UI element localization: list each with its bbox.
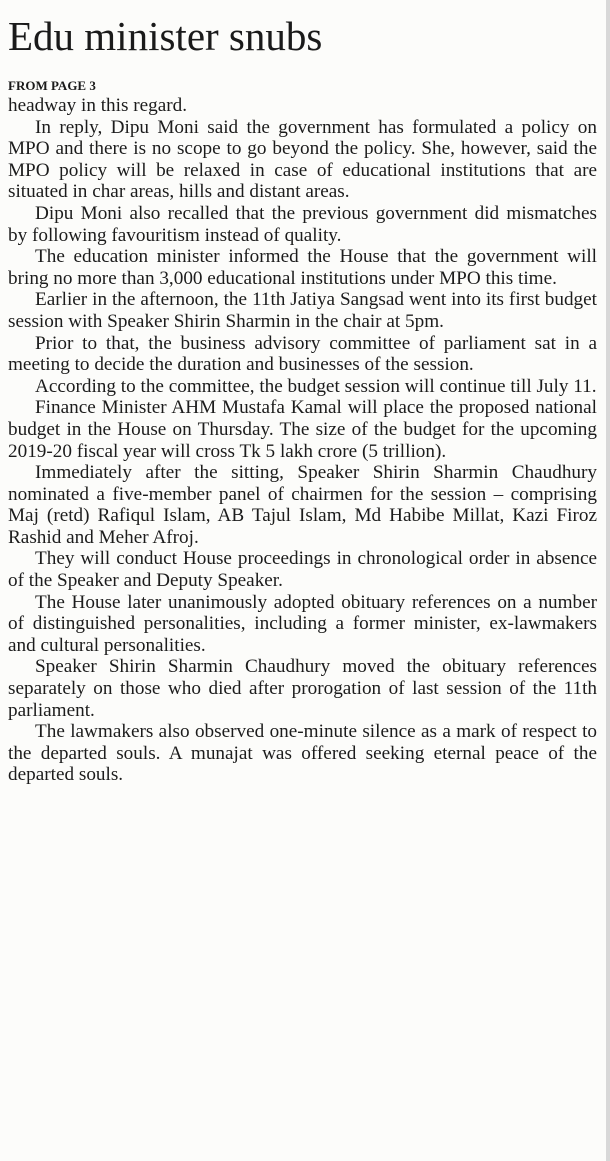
paragraph-11: The House later unanimously adopted obituary references on a number of distinguished personalities, including a former minister, ex-lawmakers and cultural personalities.	[8, 591, 597, 656]
page-edge-divider	[606, 0, 610, 1161]
paragraph-6: Prior to that, the business advisory committee of parliament sat in a meeting to decide the duration and businesses of the session.	[8, 332, 597, 376]
paragraph-10: They will conduct House proceedings in chronological order in absence of the Speaker and Deputy Speaker.	[8, 548, 597, 592]
paragraph-3: Dipu Moni also recalled that the previous government did mismatches by following favouritism instead of quality.	[8, 202, 597, 246]
paragraph-5: Earlier in the afternoon, the 11th Jatiya Sangsad went into its first budget session with Speaker Shirin Sharmin in the chair at 5pm.	[8, 289, 597, 332]
paragraph-7: According to the committee, the budget session will continue till July 11.	[35, 375, 597, 397]
paragraph-4: The education minister informed the House that the government will bring no more than 3,000 educational institutions under MPO this time.	[8, 246, 597, 289]
paragraph-9: Immediately after the sitting, Speaker Shirin Sharmin Chaudhury nominated a five-member panel of chairmen for the session – comprising Maj (retd) Rafiqul Islam, AB Tajul Islam, Md Habibe Millat, Kazi Firoz Rashid and Meher Afroj.	[8, 462, 597, 548]
paragraph-12: Speaker Shirin Sharmin Chaudhury moved the obituary references separately on those who died after prorogation of last session of the 11th parliament.	[8, 656, 597, 721]
paragraph-13: The lawmakers also observed one-minute silence as a mark of respect to the departed souls. A munajat was offered seeking eternal peace of the departed souls.	[8, 721, 597, 786]
paragraph-1: headway in this regard.	[8, 95, 188, 116]
paragraph-8: Finance Minister AHM Mustafa Kamal will place the proposed national budget in the House on Thursday. The size of the budget for the upcoming 2019-20 fiscal year will cross Tk 5 lakh crore (5 trillion).	[8, 397, 597, 462]
paragraph-2: In reply, Dipu Moni said the government has formulated a policy on MPO and there is no scope to go beyond the policy. She, however, said the MPO policy will be relaxed in case of educational institutions that are situated in char areas, hills and distant areas.	[8, 116, 597, 203]
article-body	[8, 95, 597, 786]
headline: Edu minister snubs	[8, 13, 323, 59]
continued-from-label: FROM PAGE 3	[8, 78, 96, 93]
